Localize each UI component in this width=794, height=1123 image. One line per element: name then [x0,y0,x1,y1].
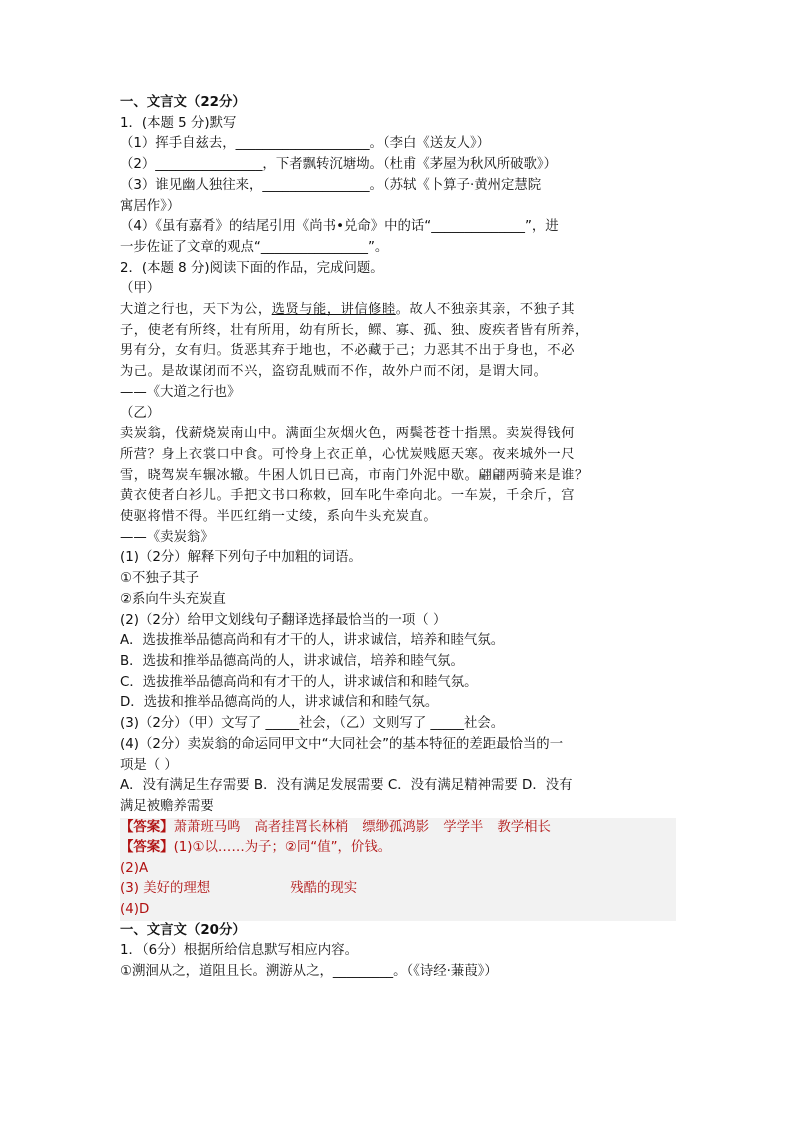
passage-label: （乙） [120,405,161,421]
sub-question: ①不独子其子 [120,571,199,587]
question-item: （2）________________，下者飘转沉塘坳。（杜甫《茅屋为秋风所破歌》） [120,157,558,173]
sub-question: (2)（2分）给甲文划线句子翻译选择最恰当的一项（ ） [120,612,447,628]
document-page [120,93,676,983]
passage-source: ——《大道之行也》 [120,384,241,400]
choice-option: A．没有满足生存需要 B．没有满足发展需要 C．没有满足精神需要 D．没有 [120,778,573,794]
answer-line [120,879,676,900]
answer-item: 高者挂罥长林梢 [254,819,349,835]
choice-option: C．选拔推举品德高尚和有才干的人，讲求诚信和和睦气氛。 [120,674,478,690]
answer-line: (4)D [120,901,150,917]
passage-line: 卖炭翁，伐薪烧炭南山中。满面尘灰烟火色，两鬓苍苍十指黑。卖炭得钱何 [120,426,575,442]
sub-question: (1)（2分）解释下列句子中加粗的词语。 [120,550,362,566]
answer-text: (1)①以……为子；②同“值”，价钱。 [173,840,392,856]
question-item: 一步佐证了文章的观点“________________”。 [120,239,389,255]
passage-line: 雪，晓驾炭车辗冰辙。牛困人饥日已高，市南门外泥中歇。翩翩两骑来是谁？ [120,467,589,483]
question-item: （1）挥手自兹去，____________________。（李白《送友人》） [120,136,491,152]
passage-line: 为己。是故谋闭而不兴，盗窃乱贼而不作，故外户而不闭，是谓大同。 [120,364,548,380]
sub-question: ②系向牛头充炭直 [120,591,226,607]
passage-source: ——《卖炭翁》 [120,529,214,545]
answer-item: 萧萧班马鸣 [173,819,241,835]
passage-text: 大道之行也，天下为公， [120,302,272,318]
question-item: （4）《虽有嘉肴》的结尾引用《尚书•兑命》中的话“______________”，进 [120,219,559,235]
choice-option: B．选拔和推举品德高尚的人，讲求诚信，培养和睦气氛。 [120,653,464,669]
sub-question: (4)（2分）卖炭翁的命运同甲文中“大同社会”的基本特征的差距最恰当的一 [120,736,564,752]
section-title: 一、文言文（22分） [120,95,246,110]
choice-option: D．选拔和推举品德高尚的人，讲求诚信和和睦气氛。 [120,695,439,711]
passage-line [120,300,676,321]
answer-item: 缥缈孤鸿影 [362,819,430,835]
sub-question: 项是（ ） [120,757,178,773]
choice-option: 满足被赡养需要 [120,798,214,814]
passage-line: 子，使老有所终，壮有所用，幼有所长，鳏、寡、孤、独、废疾者皆有所养， [120,322,589,338]
underlined-sentence: 选贤与能，讲信修睦 [271,302,396,318]
answer-key-label: 【答案】 [120,840,174,856]
sub-question: (3)（2分）（甲）文写了 _____社会，（乙）文则写了 _____社会。 [120,716,505,732]
answer-text: 残酷的现实 [290,881,358,897]
passage-label: （甲） [120,281,161,297]
answer-key-label: 【答案】 [120,819,174,835]
passage-line: 男有分，女有归。货恶其弃于地也，不必藏于己；力恶其不出于身也，不必 [120,343,575,359]
passage-line: 所营？身上衣裳口中食。可怜身上衣正单，心忧炭贱愿天寒。夜来城外一尺 [120,446,575,462]
choice-option: A．选拔推举品德高尚和有才干的人，讲求诚信，培养和睦气氛。 [120,633,505,649]
answer-item: 学学半 [443,819,484,835]
passage-line: 黄衣使者白衫儿。手把文书口称敕，回车叱牛牵向北。一车炭，千余斤，宫 [120,488,575,504]
question-heading: 1．（6分）根据所给信息默写相应内容。 [120,943,358,959]
passage-text: 。故人不独亲其亲，不独子其 [395,302,576,318]
answer-text: (3) 美好的理想 [120,881,211,897]
question-heading: 1．(本题 5 分)默写 [120,115,237,131]
section-title: 一、文言文（20分） [120,922,246,938]
passage-line: 使驱将惜不得。半匹红绡一丈绫，系向牛头充炭直。 [120,509,438,525]
answer-item: 教学相长 [497,819,551,835]
question-item: 寓居作》） [120,198,181,214]
answer-line: (2)A [120,860,149,876]
answer-line [120,818,676,839]
answer-line [120,838,676,859]
answer-block [120,818,676,921]
question-item: （3）谁见幽人独往来，________________。（苏轼《卜算子·黄州定慧院 [120,177,542,193]
question-item: ①溯洄从之，道阻且长。溯游从之，_________。（《诗经·蒹葭》） [120,963,498,979]
question-heading: 2．(本题 8 分)阅读下面的作品，完成问题。 [120,260,384,276]
